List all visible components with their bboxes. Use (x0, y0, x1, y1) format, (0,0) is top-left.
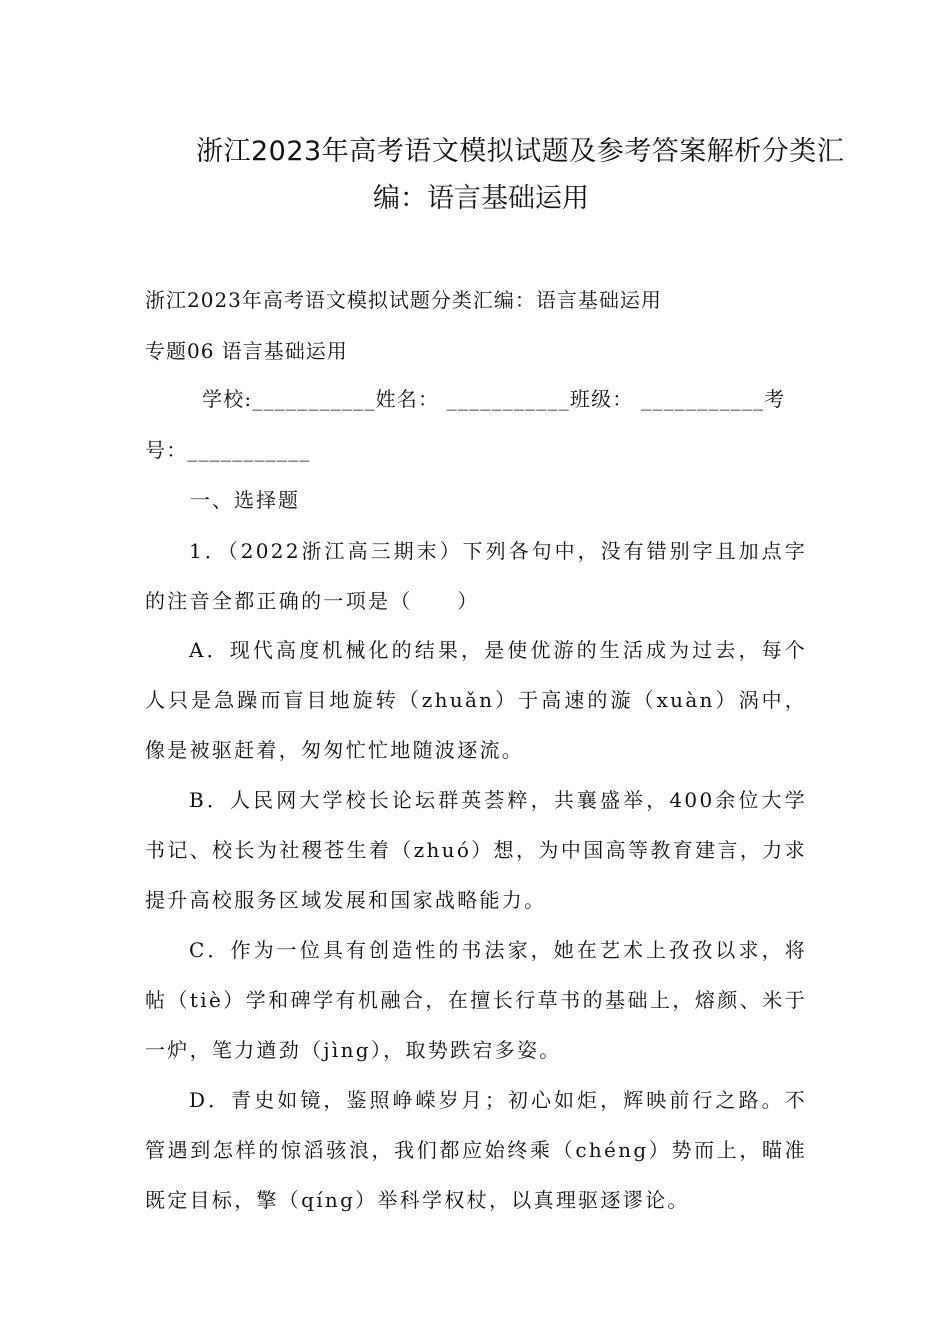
student-info-line-2: 号：___________ (145, 438, 311, 462)
document-title-line-2: 编：语言基础运用 (373, 183, 589, 214)
section-heading: 一、选择题 (190, 488, 300, 512)
topic-heading: 专题06 语言基础运用 (145, 339, 348, 363)
option-d: D．青史如镜，鉴照峥嵘岁月；初心如炬，辉映前行之路。不管遇到怎样的惊滔骇浪，我们都应始终乘（chéng）势而上，瞄准既定目标，擎（qíng）举科学权杖，以真理驱逐谬论。 (145, 1088, 807, 1212)
document-title-line-1: 浙江2023年高考语文模拟试题及参考答案解析分类汇 (196, 136, 845, 167)
option-a: A．现代高度机械化的结果，是使优游的生活成为过去，每个人只是急躁而盲目地旋转（zhuǎn）于高速的漩（xuàn）涡中，像是被驱赶着，匆匆忙忙地随波逐流。 (145, 638, 807, 762)
option-c: C．作为一位具有创造性的书法家，她在艺术上孜孜以求，将帖（tiè）学和碑学有机融合，在擅长行草书的基础上，熔颜、米于一炉，笔力遒劲（jìng），取势跌宕多姿。 (145, 938, 807, 1062)
subtitle: 浙江2023年高考语文模拟试题分类汇编：语言基础运用 (145, 288, 662, 312)
option-b: B．人民网大学校长论坛群英荟粹，共襄盛举，400余位大学书记、校长为社稷苍生着（zhuó）想，为中国高等教育建言，力求提升高校服务区域发展和国家战略能力。 (145, 788, 807, 912)
question-stem: 1．（2022浙江高三期末）下列各句中，没有错别字且加点字的注音全都正确的一项是（ ） (145, 539, 807, 613)
student-info-line-1: 学校:___________姓名： ___________班级： ___________考 (202, 387, 786, 411)
